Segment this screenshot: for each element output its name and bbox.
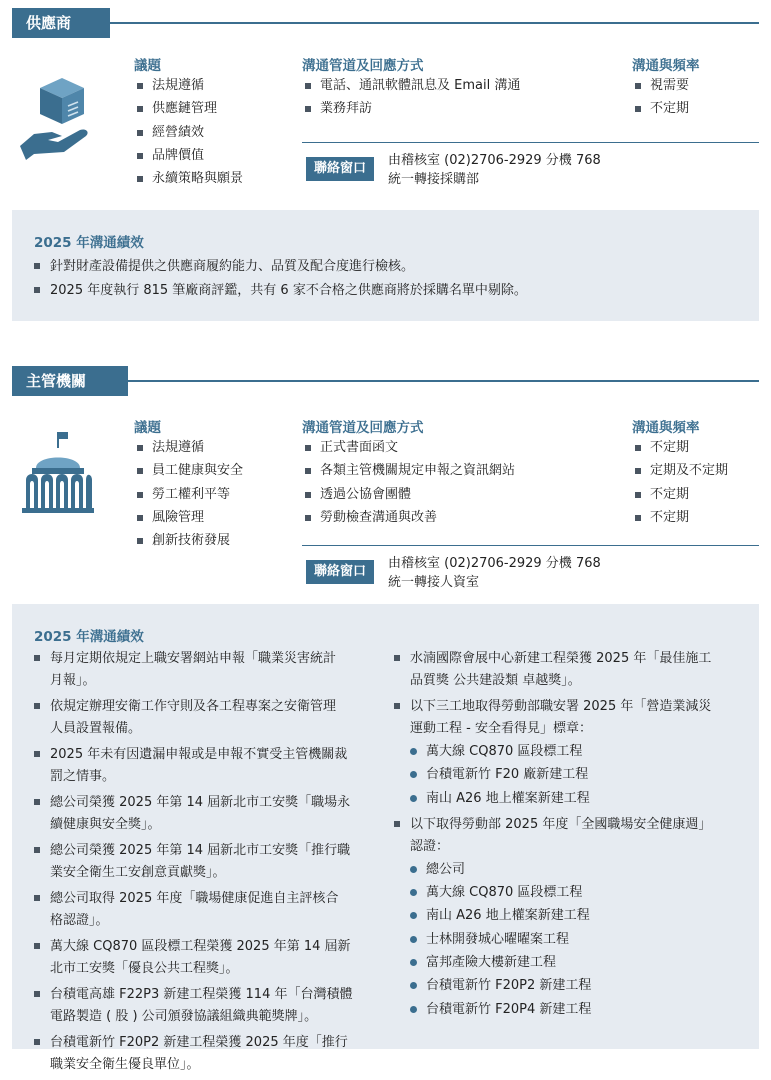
contact-info [388,554,601,592]
list-item: 不定期 [632,97,700,120]
list-item: 2025 年度執行 815 筆廠商評鑑，共有 6 家不合格之供應商將於採購名單中剔除。 [34,280,527,304]
topics-header: 議題 [134,420,161,436]
sub-list-item: 富邦產險大樓新建工程 [410,951,739,974]
list-item: 勞動檢查溝通與改善 [302,506,515,529]
sub-list-item: 士林開發城心曜曜案工程 [410,928,739,951]
sub-list-item: 萬大線 CQ870 區段標工程 [410,881,739,904]
list-item: 創新技術發展 [134,529,243,552]
sub-list-item: 台積電新竹 F20 廠新建工程 [410,763,739,786]
list-item: 不定期 [632,506,728,529]
list-item: 正式書面函文 [302,436,515,459]
list-item: 依規定辦理安衛工作守則及各工程專案之安衛管理 人員設置報備。 [34,696,364,740]
list-item: 不定期 [632,483,728,506]
list-item: 針對財產設備提供之供應商履約能力、品質及配合度進行檢核。 [34,256,527,280]
list-item: 水湳國際會展中心新建工程榮獲 2025 年「最佳施工 品質獎 公共建設類 卓越獎」。 [394,648,739,692]
section-divider [128,380,759,382]
contact-line: 由稽核室 (02)2706-2929 分機 768 [388,556,601,571]
contact-badge: 聯絡窗口 [306,157,374,181]
list-item: 總公司取得 2025 年度「職場健康促進自主評核合 格認證」。 [34,888,364,932]
list-item: 總公司榮獲 2025 年第 14 屆新北市工安獎「推行職 業安全衛生工安創意貢獻獎」。 [34,840,364,884]
list-item: 電話、通訊軟體訊息及 Email 溝通 [302,74,520,97]
sub-list-item: 台積電新竹 F20P2 新建工程 [410,974,739,997]
contact-badge: 聯絡窗口 [306,560,374,584]
performance-list-left [34,648,364,1080]
section-divider [110,22,759,24]
list-item: 各類主管機關規定申報之資訊網站 [302,459,515,482]
list-item: 每月定期依規定上職安署網站申報「職業災害統計 月報」。 [34,648,364,692]
government-building-icon [18,428,98,518]
sub-list-item: 南山 A26 地上權案新建工程 [410,904,739,927]
box-on-hand-icon [18,74,94,164]
list-item: 業務拜訪 [302,97,520,120]
performance-title: 2025 年溝通績效 [34,235,144,251]
frequency-header: 溝通與頻率 [632,58,700,74]
list-item: 視需要 [632,74,700,97]
sub-list-item: 總公司 [410,858,739,881]
contact-line: 統一轉接採購部 [388,172,480,187]
frequency-column [632,416,728,529]
authority-section [0,360,771,1072]
list-item: 經營績效 [134,121,243,144]
sub-list-item: 南山 A26 地上權案新建工程 [410,787,739,810]
contact-divider [302,142,759,143]
list-item: 法規遵循 [134,74,243,97]
list-item: 員工健康與安全 [134,459,243,482]
topics-header: 議題 [134,58,161,74]
list-item: 總公司榮獲 2025 年第 14 屆新北市工安獎「職場永 續健康與安全獎」。 [34,792,364,836]
sub-list-item: 台積電新竹 F20P4 新建工程 [410,998,739,1021]
contact-line: 統一轉接人資室 [388,575,480,590]
list-item: 永續策略與願景 [134,167,243,190]
contact-divider [302,545,759,546]
contact-info [388,151,601,189]
list-item: 萬大線 CQ870 區段標工程榮獲 2025 年第 14 屆新 北市工安獎「優良公共工程獎」。 [34,936,364,980]
list-item: 不定期 [632,436,728,459]
list-item: 風險管理 [134,506,243,529]
performance-panel [12,604,759,1072]
sub-list [410,740,739,810]
list-item: 台積電新竹 F20P2 新建工程榮獲 2025 年度「推行 職業安全衛生優良單位」。 [34,1032,364,1076]
list-item: 台積電高雄 F22P3 新建工程榮獲 114 年「台灣積體 電路製造 ( 股 ) 公司頒發協議組織典範獎牌」。 [34,984,364,1028]
list-item: 定期及不定期 [632,459,728,482]
section-title: 主管機關 [12,366,128,396]
list-item: 供應鏈管理 [134,97,243,120]
supplier-section [0,0,771,330]
list-item: 勞工權利平等 [134,483,243,506]
channels-header: 溝通管道及回應方式 [302,420,424,436]
topics-column [134,416,243,552]
frequency-header: 溝通與頻率 [632,420,700,436]
list-item: 透過公協會團體 [302,483,515,506]
channels-column [302,416,515,529]
contact-line: 由稽核室 (02)2706-2929 分機 768 [388,153,601,168]
list-item: 品牌價值 [134,144,243,167]
performance-list-right [394,648,739,1025]
list-item: 2025 年未有因遺漏申報或是申報不實受主管機關裁 罰之情事。 [34,744,364,788]
sub-list-item: 萬大線 CQ870 區段標工程 [410,740,739,763]
performance-panel [12,210,759,321]
performance-title: 2025 年溝通績效 [34,629,144,645]
list-item: 法規遵循 [134,436,243,459]
topics-column [134,54,243,190]
list-item: 以下三工地取得勞動部職安署 2025 年「營造業減災 運動工程 - 安全看得見」標章： 萬大線 CQ870 區段標工程 台積電新竹 F20 廠新建工程 南山 A26 地上權案新建工程 [394,696,739,810]
channels-header: 溝通管道及回應方式 [302,58,424,74]
channels-column [302,54,520,121]
frequency-column [632,54,700,121]
sub-list [410,858,739,1021]
list-item: 以下取得勞動部 2025 年度「全國職場安全健康週」 認證： 總公司 萬大線 CQ870 區段標工程 南山 A26 地上權案新建工程 士林開發城心曜曜案工程 富邦產險大樓新建工程 台積電新竹 F20P2 新建工程 台積電新竹 F20P4 新建工程 [394,814,739,1021]
section-title: 供應商 [12,8,110,38]
